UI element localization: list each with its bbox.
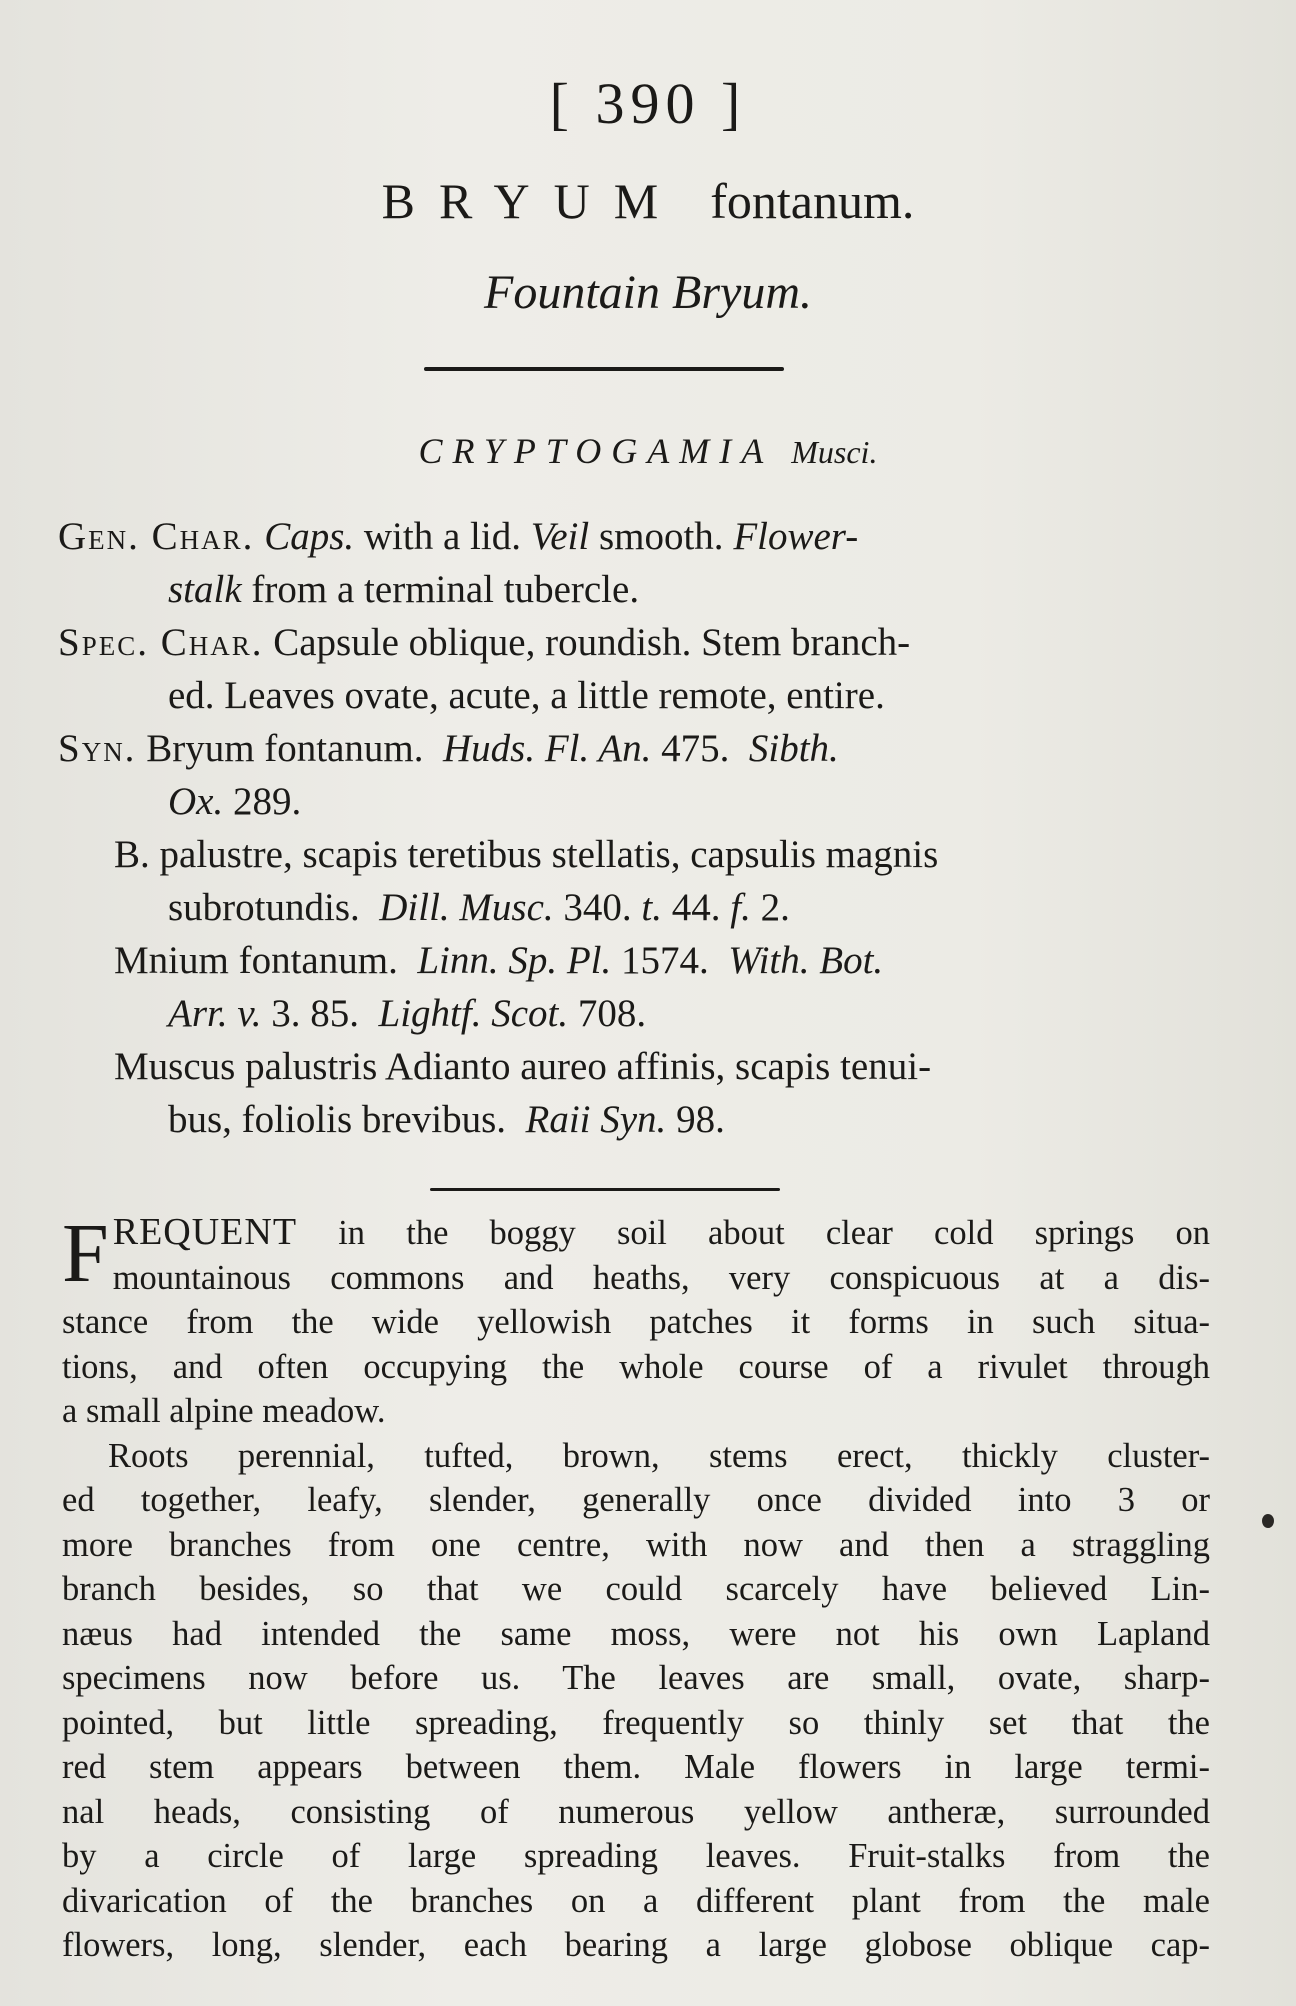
text-line: divarication of the branches on a different plant from the male: [62, 1881, 1210, 1920]
synonym-4: Muscus palustris Adianto aureo affinis, scapis tenui-: [114, 1045, 932, 1088]
syn-1-ref3: Ox.: [168, 780, 224, 823]
text-line: more branches from one centre, with now and then a straggling: [62, 1525, 1210, 1564]
synonym-2: B. palustre, scapis teretibus stellatis, capsulis magnis: [114, 833, 939, 876]
syn-2-ref: Dill. Musc.: [379, 886, 554, 929]
text-line: pointed, but little spreading, frequently so thinly set that the: [62, 1703, 1210, 1742]
description-text: [62, 1207, 1210, 1968]
text-line: specimens now before us. The leaves are small, ovate, sharp-: [62, 1659, 1210, 1697]
page-number: [ 390 ]: [549, 71, 747, 136]
generic-character: [58, 510, 1198, 563]
syn-4-ref: Raii Syn.: [525, 1098, 667, 1141]
syn-3-ref3: Arr. v.: [168, 992, 262, 1035]
syn-3-name: Mnium fontanum.: [114, 939, 398, 982]
syn-3-num3: 708.: [577, 992, 647, 1035]
syn-2-name: subrotundis.: [168, 886, 360, 929]
syn-1-name: Bryum fontanum.: [146, 727, 424, 770]
paragraph-description: [62, 1434, 1210, 1968]
syn-1-ref2: Sibth.: [748, 727, 839, 770]
syn-2-num3: 2.: [760, 886, 790, 929]
synonym-3-cont: [58, 987, 1198, 1040]
syn-4-num: 98.: [676, 1098, 725, 1141]
gen-char-smooth: smooth.: [589, 515, 734, 558]
classification-line: [0, 430, 1296, 472]
text-line: a small alpine meadow.: [62, 1392, 386, 1430]
opening-word: REQUENT: [112, 1211, 298, 1253]
gen-char-lid: with a lid.: [354, 515, 531, 558]
divider-rule-bottom: [430, 1188, 780, 1191]
paragraph-habitat: [62, 1207, 1210, 1434]
generic-character-cont: [58, 563, 1198, 616]
syn-2-ref3: f.: [730, 886, 751, 929]
divider-rule-top: [424, 367, 784, 371]
syn-4-name: bus, foliolis brevibus.: [168, 1098, 506, 1141]
synonym-2-cont: [58, 881, 1198, 934]
gen-char-stalk: stalk: [168, 568, 242, 611]
spec-char-line-1: Capsule oblique, roundish. Stem branch-: [273, 621, 911, 664]
syn-label: Syn.: [58, 727, 137, 770]
text-line: red stem appears between them. Male flowers in large termi-: [62, 1748, 1210, 1786]
synonym-1: [58, 722, 1198, 775]
species-heading: [0, 172, 1296, 230]
ink-spot: [1262, 1514, 1274, 1528]
species-epithet: fontanum.: [710, 173, 915, 229]
gen-char-caps: Caps.: [264, 515, 355, 558]
text-line: flowers, long, slender, each bearing a large globose oblique cap-: [62, 1926, 1210, 1964]
spec-char-label: Spec. Char.: [58, 621, 264, 664]
drop-cap: F: [62, 1207, 109, 1300]
text-line: by a circle of large spreading leaves. Fruit-stalks from the: [62, 1837, 1210, 1875]
specific-character-cont: ed. Leaves ovate, acute, a little remote, entire.: [168, 674, 885, 717]
text-line: mountainous commons and heaths, very conspicuous at a dis-: [112, 1258, 1210, 1297]
text-line: branch besides, so that we could scarcely have believed Lin-: [62, 1570, 1210, 1608]
text-line: tions, and often occupying the whole course of a rivulet through: [62, 1347, 1210, 1386]
text-line: [62, 1210, 1210, 1256]
syn-3-ref: Linn. Sp. Pl.: [417, 939, 612, 982]
text-line: ed together, leafy, slender, generally once divided into 3 or: [62, 1481, 1210, 1519]
synonym-3: [58, 934, 1198, 987]
common-name: Fountain Bryum.: [484, 266, 812, 319]
syn-3-ref2: With. Bot.: [728, 939, 884, 982]
syn-2-ref2: t.: [641, 886, 663, 929]
text-line: Roots perennial, tufted, brown, stems erect, thickly cluster-: [108, 1436, 1210, 1475]
text-line: stance from the wide yellowish patches it forms in such situa-: [62, 1303, 1210, 1341]
syn-2-num: 340.: [563, 886, 632, 929]
genus-name: BRYUM: [381, 173, 683, 229]
gen-char-veil: Veil: [530, 515, 590, 558]
class-name: CRYPTOGAMIA: [418, 431, 774, 471]
syn-3-ref4: Lightf. Scot.: [378, 992, 569, 1035]
syn-2-num2: 44.: [671, 886, 721, 929]
synonym-1-cont: [58, 775, 1198, 828]
text-line: nal heads, consisting of numerous yellow antheræ, surrounded: [62, 1792, 1210, 1831]
gen-char-tubercle: from a terminal tubercle.: [241, 568, 640, 611]
syn-1-num: 475.: [661, 727, 730, 770]
text-line: næus had intended the same moss, were not his own Lapland: [62, 1614, 1210, 1653]
order-name: Musci.: [791, 434, 878, 470]
gen-char-flower: Flower-: [733, 515, 859, 558]
syn-3-num: 1574.: [621, 939, 709, 982]
syn-3-num2: 3. 85.: [271, 992, 360, 1035]
syn-1-ref: Huds. Fl. An.: [443, 727, 652, 770]
syn-1-num2: 289.: [232, 780, 302, 823]
specific-character: [58, 616, 1198, 669]
diagnosis-block: [58, 510, 1198, 1146]
synonym-4-cont: [58, 1093, 1198, 1146]
text-line-part: in the boggy soil about clear cold springs on: [297, 1214, 1210, 1252]
gen-char-label: Gen. Char.: [58, 515, 255, 558]
